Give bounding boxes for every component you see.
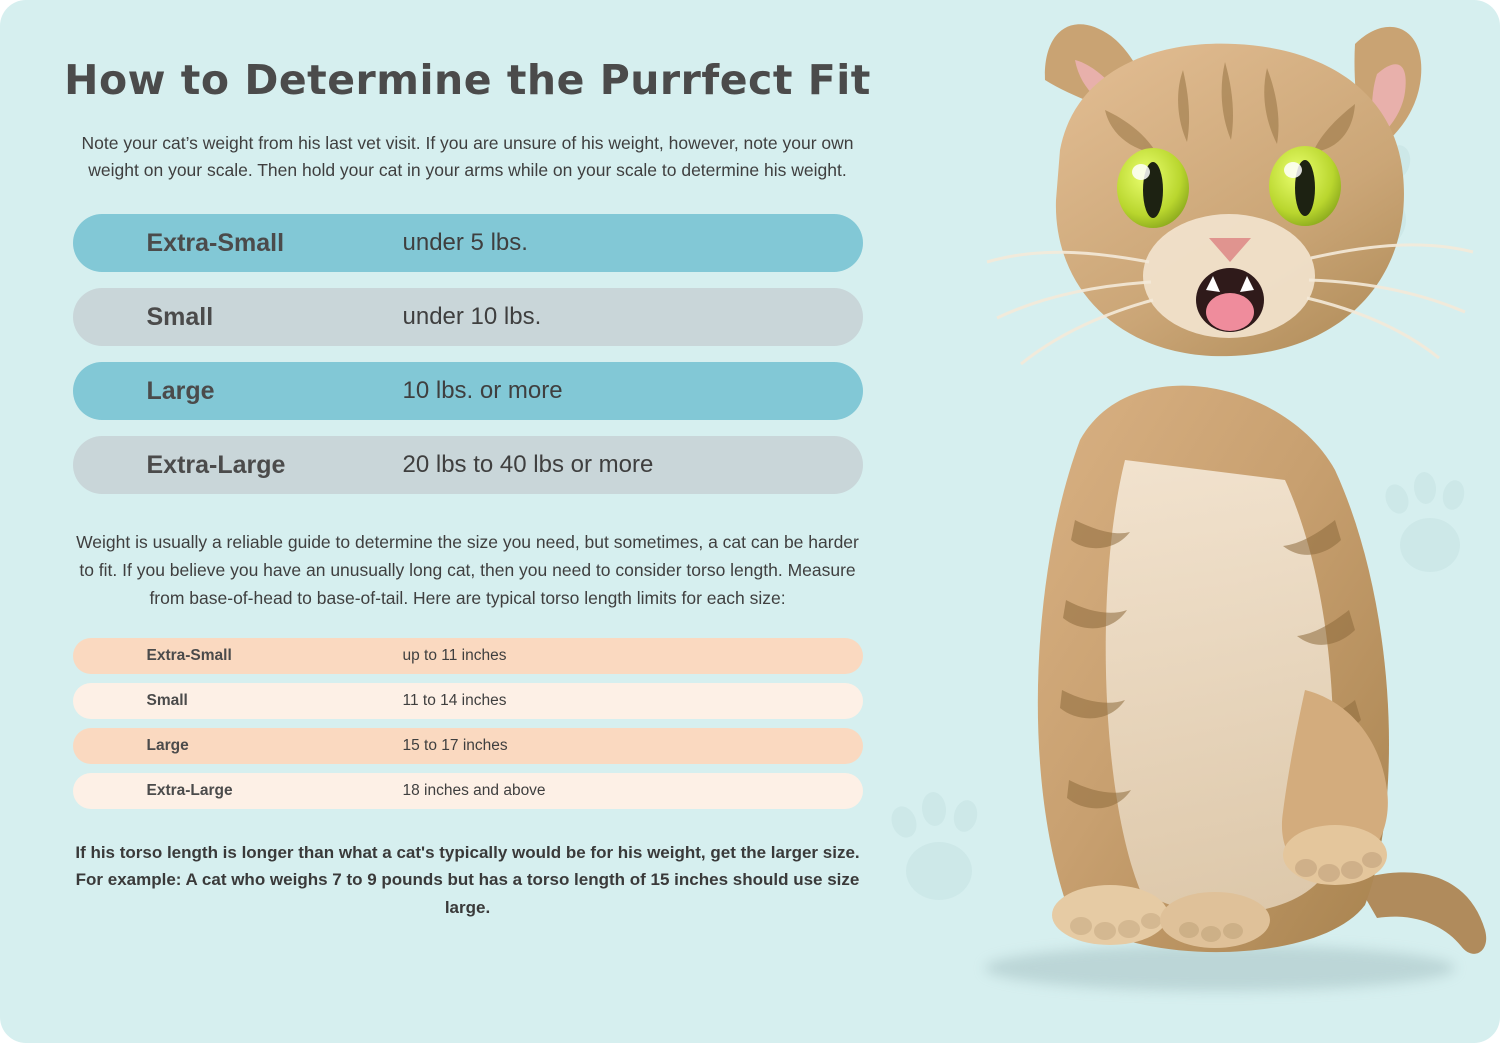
torso-size-label: Small xyxy=(146,692,188,710)
table-row xyxy=(73,773,863,809)
cat-illustration xyxy=(925,0,1500,1043)
table-row xyxy=(73,683,863,719)
torso-size-value: 15 to 17 inches xyxy=(402,737,508,755)
page-title: How to Determine the Purrfect Fit xyxy=(64,56,871,104)
torso-size-value: 11 to 14 inches xyxy=(402,692,507,710)
footnote-paragraph: If his torso length is longer than what a cat's typically would be for his weight, get the larger size. For example: A cat who weighs 7 to 9 pounds but has a torso length of 15 inches should use size large. xyxy=(75,843,860,917)
intro-paragraph: Note your cat’s weight from his last vet visit. If you are unsure of his weight, however, note your own weight on your scale. Then hold your cat in your arms while on your scale to determine his weight. xyxy=(81,133,854,181)
table-row xyxy=(73,728,863,764)
torso-size-label: Extra-Small xyxy=(146,647,232,665)
table-row xyxy=(73,362,863,420)
weight-size-label: Large xyxy=(146,376,215,405)
cat-tongue xyxy=(1206,293,1254,331)
torso-size-label: Extra-Large xyxy=(146,782,233,800)
weight-size-value: 10 lbs. or more xyxy=(402,377,563,405)
torso-size-label: Large xyxy=(146,737,189,755)
torso-length-table xyxy=(73,638,863,809)
torso-size-value: 18 inches and above xyxy=(402,782,546,800)
cat-photo xyxy=(925,0,1500,1043)
table-row xyxy=(73,436,863,494)
weight-size-label: Extra-Small xyxy=(146,228,285,257)
weight-size-value: under 5 lbs. xyxy=(402,229,528,257)
weight-size-value: under 10 lbs. xyxy=(402,303,542,331)
table-row xyxy=(73,288,863,346)
torso-size-value: up to 11 inches xyxy=(402,647,507,665)
weight-size-label: Extra-Large xyxy=(146,450,286,479)
weight-size-value: 20 lbs to 40 lbs or more xyxy=(402,451,654,479)
middle-paragraph: Weight is usually a reliable guide to determine the size you need, but sometimes, a cat can be harder to fit. If you believe you have an unusually long cat, then you need to consider torso length. Measure from base-of-head to base-of-tail. Here are typical torso length limits for each size: xyxy=(76,532,859,609)
table-row xyxy=(73,214,863,272)
weight-size-table xyxy=(73,214,863,494)
weight-size-label: Small xyxy=(146,302,214,331)
cat-tail xyxy=(1355,872,1486,954)
table-row xyxy=(73,638,863,674)
